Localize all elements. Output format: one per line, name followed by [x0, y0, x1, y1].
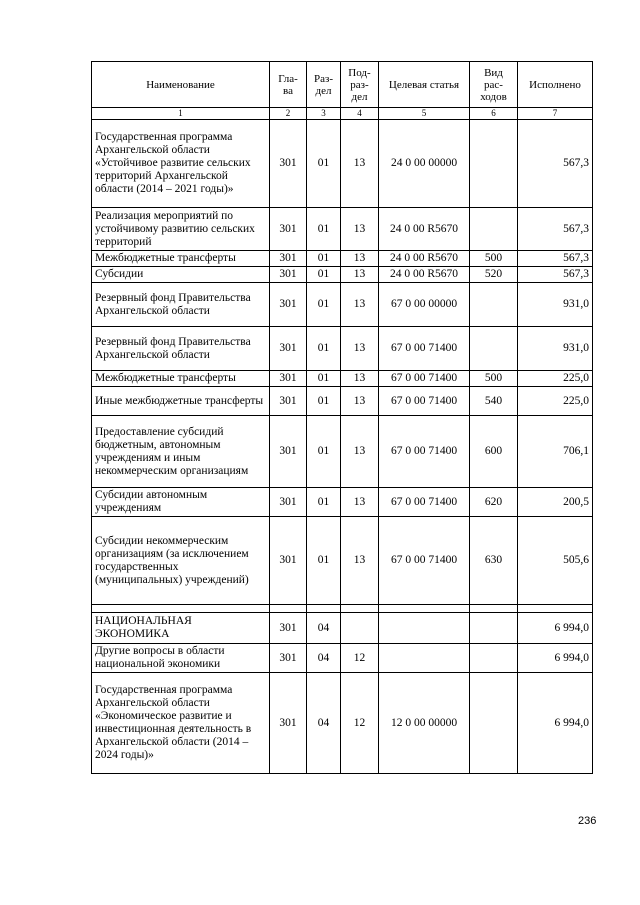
row-vid: 500 — [470, 371, 518, 387]
table-row — [92, 517, 593, 605]
row-amount: 567,3 — [518, 120, 593, 208]
row-name: Субсидии автономным учреждениям — [92, 488, 270, 517]
row-vid: 540 — [470, 387, 518, 416]
row-target — [379, 605, 470, 613]
budget-table — [91, 61, 593, 774]
row-glava: 301 — [270, 267, 307, 283]
row-target: 24 0 00 00000 — [379, 120, 470, 208]
row-target: 67 0 00 00000 — [379, 283, 470, 327]
row-vid: 520 — [470, 267, 518, 283]
row-vid — [470, 613, 518, 644]
row-razdel: 01 — [307, 517, 341, 605]
row-podrazdel: 13 — [341, 120, 379, 208]
table-row — [92, 387, 593, 416]
row-glava: 301 — [270, 488, 307, 517]
table-row — [92, 416, 593, 488]
row-target — [379, 613, 470, 644]
row-razdel: 01 — [307, 283, 341, 327]
row-name: Реализация мероприятий по устойчивому развитию сельских территорий — [92, 208, 270, 251]
row-podrazdel: 12 — [341, 644, 379, 673]
row-vid — [470, 327, 518, 371]
row-podrazdel: 13 — [341, 208, 379, 251]
table-row — [92, 283, 593, 327]
table-row — [92, 251, 593, 267]
row-razdel: 01 — [307, 208, 341, 251]
row-razdel — [307, 605, 341, 613]
row-razdel: 01 — [307, 416, 341, 488]
row-vid — [470, 605, 518, 613]
row-amount: 6 994,0 — [518, 673, 593, 774]
row-amount: 505,6 — [518, 517, 593, 605]
row-razdel: 04 — [307, 673, 341, 774]
row-glava: 301 — [270, 251, 307, 267]
row-name: НАЦИОНАЛЬНАЯ ЭКОНОМИКА — [92, 613, 270, 644]
row-name: Иные межбюджетные трансферты — [92, 387, 270, 416]
row-name: Субсидии некоммерческим организациям (за исключением государственных (муниципальных) учреждений) — [92, 517, 270, 605]
row-name: Межбюджетные трансферты — [92, 251, 270, 267]
row-podrazdel — [341, 613, 379, 644]
row-glava: 301 — [270, 416, 307, 488]
table-body — [92, 120, 593, 774]
row-glava: 301 — [270, 208, 307, 251]
row-vid: 630 — [470, 517, 518, 605]
row-target: 24 0 00 R5670 — [379, 267, 470, 283]
row-target: 67 0 00 71400 — [379, 327, 470, 371]
row-amount: 200,5 — [518, 488, 593, 517]
row-vid — [470, 673, 518, 774]
row-podrazdel: 13 — [341, 371, 379, 387]
row-amount: 225,0 — [518, 371, 593, 387]
table-row — [92, 488, 593, 517]
row-target: 24 0 00 R5670 — [379, 208, 470, 251]
column-number-row — [92, 108, 593, 120]
row-podrazdel: 13 — [341, 416, 379, 488]
row-amount: 567,3 — [518, 251, 593, 267]
table-row — [92, 120, 593, 208]
row-glava: 301 — [270, 327, 307, 371]
row-razdel: 04 — [307, 613, 341, 644]
column-number: 4 — [341, 108, 379, 120]
row-name: Предоставление субсидий бюджетным, автономным учреждениям и иным некоммерческим организациям — [92, 416, 270, 488]
row-podrazdel: 13 — [341, 387, 379, 416]
table-row — [92, 673, 593, 774]
row-podrazdel: 13 — [341, 327, 379, 371]
row-amount: 931,0 — [518, 327, 593, 371]
column-number: 6 — [470, 108, 518, 120]
row-glava — [270, 605, 307, 613]
column-number: 5 — [379, 108, 470, 120]
row-glava: 301 — [270, 673, 307, 774]
row-podrazdel: 12 — [341, 673, 379, 774]
row-glava: 301 — [270, 371, 307, 387]
row-glava: 301 — [270, 517, 307, 605]
row-amount: 225,0 — [518, 387, 593, 416]
row-target: 67 0 00 71400 — [379, 371, 470, 387]
row-vid: 620 — [470, 488, 518, 517]
table-row — [92, 644, 593, 673]
row-name: Резервный фонд Правительства Архангельской области — [92, 283, 270, 327]
row-target: 67 0 00 71400 — [379, 488, 470, 517]
row-amount: 706,1 — [518, 416, 593, 488]
row-vid: 500 — [470, 251, 518, 267]
row-podrazdel: 13 — [341, 488, 379, 517]
row-podrazdel: 13 — [341, 251, 379, 267]
page-number: 236 — [578, 815, 597, 827]
row-amount: 931,0 — [518, 283, 593, 327]
row-vid — [470, 208, 518, 251]
header-vid: Вид рас- ходов — [470, 62, 518, 108]
row-name: Межбюджетные трансферты — [92, 371, 270, 387]
row-razdel: 01 — [307, 120, 341, 208]
header-razdel: Раз- дел — [307, 62, 341, 108]
row-target: 24 0 00 R5670 — [379, 251, 470, 267]
row-vid — [470, 644, 518, 673]
header-glava: Гла- ва — [270, 62, 307, 108]
table-row — [92, 371, 593, 387]
row-glava: 301 — [270, 613, 307, 644]
row-name: Государственная программа Архангельской области «Экономическое развитие и инвестиционная деятельность в Архангельской области (2014 – 2024 годы)» — [92, 673, 270, 774]
row-name: Резервный фонд Правительства Архангельской области — [92, 327, 270, 371]
row-target: 12 0 00 00000 — [379, 673, 470, 774]
table-row — [92, 327, 593, 371]
table-row — [92, 267, 593, 283]
row-name — [92, 605, 270, 613]
row-podrazdel — [341, 605, 379, 613]
header-name: Наименование — [92, 62, 270, 108]
row-target: 67 0 00 71400 — [379, 387, 470, 416]
row-podrazdel: 13 — [341, 517, 379, 605]
row-razdel: 01 — [307, 371, 341, 387]
row-razdel: 01 — [307, 387, 341, 416]
empty-row — [92, 605, 593, 613]
row-razdel: 01 — [307, 488, 341, 517]
row-glava: 301 — [270, 120, 307, 208]
column-number: 3 — [307, 108, 341, 120]
row-vid — [470, 283, 518, 327]
row-razdel: 04 — [307, 644, 341, 673]
row-razdel: 01 — [307, 251, 341, 267]
table-row — [92, 208, 593, 251]
row-target: 67 0 00 71400 — [379, 416, 470, 488]
row-amount: 6 994,0 — [518, 613, 593, 644]
row-podrazdel: 13 — [341, 283, 379, 327]
column-number: 1 — [92, 108, 270, 120]
row-glava: 301 — [270, 387, 307, 416]
row-razdel: 01 — [307, 327, 341, 371]
row-amount: 567,3 — [518, 267, 593, 283]
row-target — [379, 644, 470, 673]
row-glava: 301 — [270, 283, 307, 327]
row-vid: 600 — [470, 416, 518, 488]
row-amount: 567,3 — [518, 208, 593, 251]
header-executed: Исполнено — [518, 62, 593, 108]
row-name: Государственная программа Архангельской области «Устойчивое развитие сельских территорий Архангельской области (2014 – 2021 годы)» — [92, 120, 270, 208]
row-target: 67 0 00 71400 — [379, 517, 470, 605]
header-row — [92, 62, 593, 108]
row-podrazdel: 13 — [341, 267, 379, 283]
row-amount — [518, 605, 593, 613]
row-vid — [470, 120, 518, 208]
row-glava: 301 — [270, 644, 307, 673]
column-number: 2 — [270, 108, 307, 120]
table-row — [92, 613, 593, 644]
row-name: Субсидии — [92, 267, 270, 283]
row-amount: 6 994,0 — [518, 644, 593, 673]
row-name: Другие вопросы в области национальной экономики — [92, 644, 270, 673]
column-number: 7 — [518, 108, 593, 120]
header-podrazdel: Под- раз- дел — [341, 62, 379, 108]
row-razdel: 01 — [307, 267, 341, 283]
header-target: Целевая статья — [379, 62, 470, 108]
